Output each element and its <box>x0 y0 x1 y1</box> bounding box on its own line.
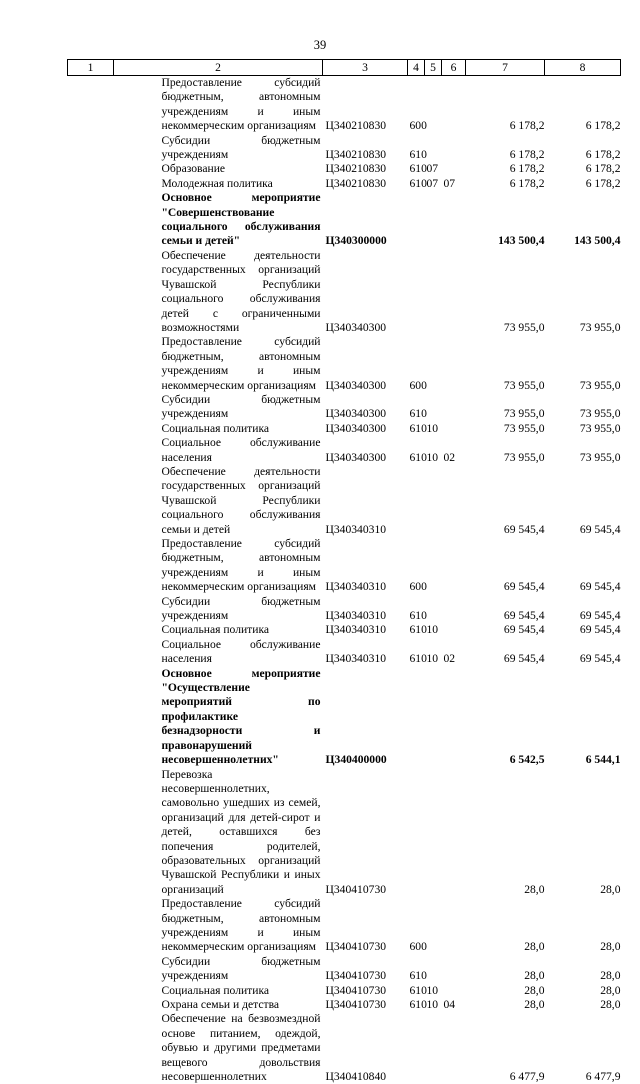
table-row <box>68 595 621 624</box>
blank-cell <box>68 393 114 422</box>
amount-column-8: 69 545,4 <box>545 623 621 637</box>
table-row <box>68 984 621 998</box>
subsection-code <box>442 537 466 595</box>
target-article-code: Ц340340300 <box>323 249 408 335</box>
amount-column-7: 73 955,0 <box>466 422 545 436</box>
item-name: Охрана семьи и детства <box>114 998 323 1012</box>
subsection-code: 07 <box>442 177 466 191</box>
blank-cell <box>68 335 114 393</box>
subsection-code <box>442 1012 466 1084</box>
amount-column-8: 73 955,0 <box>545 249 621 335</box>
blank-cell <box>68 162 114 176</box>
section-code <box>425 1012 442 1084</box>
target-article-code: Ц340300000 <box>323 191 408 249</box>
section-code <box>425 897 442 955</box>
amount-column-7: 73 955,0 <box>466 249 545 335</box>
expense-type-code: 610 <box>408 595 425 624</box>
table-row <box>68 465 621 537</box>
subsection-code <box>442 191 466 249</box>
table-row <box>68 436 621 465</box>
target-article-code: Ц340410730 <box>323 998 408 1012</box>
column-header-6: 6 <box>442 60 466 76</box>
expense-type-code: 600 <box>408 897 425 955</box>
item-name: Социальная политика <box>114 984 323 998</box>
table-row <box>68 335 621 393</box>
subsection-code <box>442 955 466 984</box>
blank-cell <box>68 768 114 898</box>
amount-column-8: 73 955,0 <box>545 393 621 422</box>
table-row <box>68 897 621 955</box>
amount-column-7: 6 178,2 <box>466 76 545 134</box>
target-article-code: Ц340210830 <box>323 162 408 176</box>
item-name: Предоставление субсидий бюджетным, автономным учреждениям и иным некоммерческим организациям <box>114 537 323 595</box>
amount-column-8: 73 955,0 <box>545 422 621 436</box>
section-code <box>425 768 442 898</box>
amount-column-7: 6 542,5 <box>466 667 545 768</box>
section-code: 07 <box>425 162 442 176</box>
amount-column-7: 143 500,4 <box>466 191 545 249</box>
blank-cell <box>68 249 114 335</box>
amount-column-7: 28,0 <box>466 955 545 984</box>
item-name: Социальное обслуживание населения <box>114 638 323 667</box>
table-row <box>68 768 621 898</box>
amount-column-8: 69 545,4 <box>545 595 621 624</box>
table-row <box>68 249 621 335</box>
amount-column-7: 6 178,2 <box>466 134 545 163</box>
section-code <box>425 191 442 249</box>
amount-column-8: 6 178,2 <box>545 76 621 134</box>
section-code <box>425 667 442 768</box>
target-article-code: Ц340340310 <box>323 623 408 637</box>
table-row <box>68 998 621 1012</box>
amount-column-7: 6 178,2 <box>466 162 545 176</box>
subsection-code <box>442 768 466 898</box>
amount-column-8: 28,0 <box>545 955 621 984</box>
target-article-code: Ц340210830 <box>323 134 408 163</box>
amount-column-7: 6 178,2 <box>466 177 545 191</box>
amount-column-7: 69 545,4 <box>466 595 545 624</box>
blank-cell <box>68 623 114 637</box>
blank-cell <box>68 984 114 998</box>
amount-column-8: 6 178,2 <box>545 162 621 176</box>
table-row <box>68 191 621 249</box>
expense-type-code <box>408 768 425 898</box>
blank-cell <box>68 76 114 134</box>
section-code: 10 <box>425 623 442 637</box>
blank-cell <box>68 638 114 667</box>
expense-type-code <box>408 249 425 335</box>
subsection-code <box>442 984 466 998</box>
item-name: Основное мероприятие "Совершенствование социального обслуживания семьи и детей" <box>114 191 323 249</box>
target-article-code: Ц340340310 <box>323 537 408 595</box>
item-name: Предоставление субсидий бюджетным, автономным учреждениям и иным некоммерческим организациям <box>114 897 323 955</box>
header-row <box>68 60 621 76</box>
amount-column-7: 69 545,4 <box>466 537 545 595</box>
amount-column-8: 6 477,9 <box>545 1012 621 1084</box>
section-code: 07 <box>425 177 442 191</box>
section-code: 10 <box>425 436 442 465</box>
target-article-code: Ц340410730 <box>323 955 408 984</box>
subsection-code <box>442 623 466 637</box>
blank-cell <box>68 955 114 984</box>
blank-cell <box>68 134 114 163</box>
table-row <box>68 638 621 667</box>
expense-type-code: 610 <box>408 955 425 984</box>
blank-cell <box>68 422 114 436</box>
amount-column-8: 6 178,2 <box>545 177 621 191</box>
amount-column-8: 28,0 <box>545 998 621 1012</box>
item-name: Обеспечение деятельности государственных организаций Чувашской Республики социального обслуживания семьи и детей <box>114 465 323 537</box>
amount-column-7: 69 545,4 <box>466 465 545 537</box>
section-code <box>425 465 442 537</box>
target-article-code: Ц340410840 <box>323 1012 408 1084</box>
expense-type-code: 610 <box>408 984 425 998</box>
amount-column-7: 73 955,0 <box>466 335 545 393</box>
target-article-code: Ц340210830 <box>323 76 408 134</box>
target-article-code: Ц340340300 <box>323 436 408 465</box>
expense-type-code: 610 <box>408 422 425 436</box>
amount-column-8: 6 544,1 <box>545 667 621 768</box>
amount-column-7: 28,0 <box>466 984 545 998</box>
expense-type-code <box>408 465 425 537</box>
expense-type-code: 610 <box>408 638 425 667</box>
section-code <box>425 537 442 595</box>
item-name: Предоставление субсидий бюджетным, автономным учреждениям и иным некоммерческим организациям <box>114 76 323 134</box>
column-header-5: 5 <box>425 60 442 76</box>
blank-cell <box>68 1012 114 1084</box>
section-code <box>425 76 442 134</box>
expense-type-code: 610 <box>408 162 425 176</box>
subsection-code <box>442 335 466 393</box>
target-article-code: Ц340340310 <box>323 465 408 537</box>
amount-column-7: 73 955,0 <box>466 436 545 465</box>
expense-type-code: 610 <box>408 436 425 465</box>
table-row <box>68 134 621 163</box>
column-header-3: 3 <box>323 60 408 76</box>
target-article-code: Ц340410730 <box>323 768 408 898</box>
target-article-code: Ц340340310 <box>323 595 408 624</box>
section-code: 10 <box>425 998 442 1012</box>
blank-cell <box>68 537 114 595</box>
expense-type-code: 610 <box>408 393 425 422</box>
expense-type-code: 610 <box>408 134 425 163</box>
column-header-2: 2 <box>114 60 323 76</box>
blank-cell <box>68 436 114 465</box>
amount-column-7: 28,0 <box>466 998 545 1012</box>
section-code: 10 <box>425 984 442 998</box>
item-name: Субсидии бюджетным учреждениям <box>114 955 323 984</box>
item-name: Основное мероприятие "Осуществление мероприятий по профилактике безнадзорности и правонарушений несовершеннолетних" <box>114 667 323 768</box>
budget-table <box>67 59 621 1084</box>
column-header-8: 8 <box>545 60 621 76</box>
section-code <box>425 955 442 984</box>
subsection-code <box>442 76 466 134</box>
blank-cell <box>68 897 114 955</box>
expense-type-code: 610 <box>408 998 425 1012</box>
subsection-code <box>442 667 466 768</box>
amount-column-8: 69 545,4 <box>545 638 621 667</box>
column-header-1: 1 <box>68 60 114 76</box>
subsection-code: 02 <box>442 638 466 667</box>
amount-column-8: 69 545,4 <box>545 465 621 537</box>
table-row <box>68 422 621 436</box>
item-name: Социальная политика <box>114 623 323 637</box>
expense-type-code <box>408 667 425 768</box>
target-article-code: Ц340400000 <box>323 667 408 768</box>
blank-cell <box>68 998 114 1012</box>
table-row <box>68 162 621 176</box>
section-code <box>425 134 442 163</box>
section-code: 10 <box>425 638 442 667</box>
amount-column-8: 28,0 <box>545 984 621 998</box>
expense-type-code: 600 <box>408 537 425 595</box>
subsection-code: 04 <box>442 998 466 1012</box>
target-article-code: Ц340340310 <box>323 638 408 667</box>
item-name: Субсидии бюджетным учреждениям <box>114 595 323 624</box>
blank-cell <box>68 177 114 191</box>
blank-cell <box>68 465 114 537</box>
table-row <box>68 76 621 134</box>
table-row <box>68 667 621 768</box>
expense-type-code <box>408 1012 425 1084</box>
subsection-code <box>442 162 466 176</box>
item-name: Субсидии бюджетным учреждениям <box>114 134 323 163</box>
item-name: Социальное обслуживание населения <box>114 436 323 465</box>
expense-type-code: 600 <box>408 335 425 393</box>
expense-type-code: 600 <box>408 76 425 134</box>
table-body <box>68 76 621 1084</box>
section-code <box>425 249 442 335</box>
amount-column-7: 73 955,0 <box>466 393 545 422</box>
amount-column-8: 28,0 <box>545 768 621 898</box>
amount-column-8: 28,0 <box>545 897 621 955</box>
target-article-code: Ц340340300 <box>323 422 408 436</box>
blank-cell <box>68 595 114 624</box>
target-article-code: Ц340340300 <box>323 335 408 393</box>
section-code <box>425 393 442 422</box>
amount-column-7: 69 545,4 <box>466 638 545 667</box>
expense-type-code: 610 <box>408 177 425 191</box>
item-name: Субсидии бюджетным учреждениям <box>114 393 323 422</box>
amount-column-8: 73 955,0 <box>545 436 621 465</box>
expense-type-code: 610 <box>408 623 425 637</box>
column-header-4: 4 <box>408 60 425 76</box>
table-row <box>68 177 621 191</box>
item-name: Молодежная политика <box>114 177 323 191</box>
amount-column-8: 143 500,4 <box>545 191 621 249</box>
blank-cell <box>68 191 114 249</box>
item-name: Обеспечение деятельности государственных организаций Чувашской Республики социального обслуживания детей с ограниченными возможностями <box>114 249 323 335</box>
target-article-code: Ц340410730 <box>323 897 408 955</box>
amount-column-8: 73 955,0 <box>545 335 621 393</box>
item-name: Предоставление субсидий бюджетным, автономным учреждениям и иным некоммерческим организациям <box>114 335 323 393</box>
table-row <box>68 537 621 595</box>
item-name: Социальная политика <box>114 422 323 436</box>
amount-column-7: 6 477,9 <box>466 1012 545 1084</box>
table-row <box>68 955 621 984</box>
amount-column-8: 69 545,4 <box>545 537 621 595</box>
target-article-code: Ц340340300 <box>323 393 408 422</box>
subsection-code: 02 <box>442 436 466 465</box>
table-row <box>68 1012 621 1084</box>
item-name: Перевозка несовершеннолетних, самовольно ушедших из семей, организаций для детей-сирот и детей, оставшихся без попечения родителей, образовательных организаций Чувашской Республики и иных организаций <box>114 768 323 898</box>
subsection-code <box>442 595 466 624</box>
page-number: 39 <box>0 38 640 53</box>
section-code: 10 <box>425 422 442 436</box>
target-article-code: Ц340210830 <box>323 177 408 191</box>
amount-column-7: 28,0 <box>466 897 545 955</box>
subsection-code <box>442 249 466 335</box>
item-name: Образование <box>114 162 323 176</box>
expense-type-code <box>408 191 425 249</box>
item-name: Обеспечение на безвозмездной основе питанием, одеждой, обувью и другими предметами вещевого довольствия несовершеннолетних <box>114 1012 323 1084</box>
column-header-7: 7 <box>466 60 545 76</box>
section-code <box>425 335 442 393</box>
amount-column-7: 69 545,4 <box>466 623 545 637</box>
subsection-code <box>442 465 466 537</box>
table-row <box>68 623 621 637</box>
table-row <box>68 393 621 422</box>
amount-column-7: 28,0 <box>466 768 545 898</box>
section-code <box>425 595 442 624</box>
amount-column-8: 6 178,2 <box>545 134 621 163</box>
subsection-code <box>442 393 466 422</box>
blank-cell <box>68 667 114 768</box>
subsection-code <box>442 422 466 436</box>
subsection-code <box>442 134 466 163</box>
target-article-code: Ц340410730 <box>323 984 408 998</box>
subsection-code <box>442 897 466 955</box>
